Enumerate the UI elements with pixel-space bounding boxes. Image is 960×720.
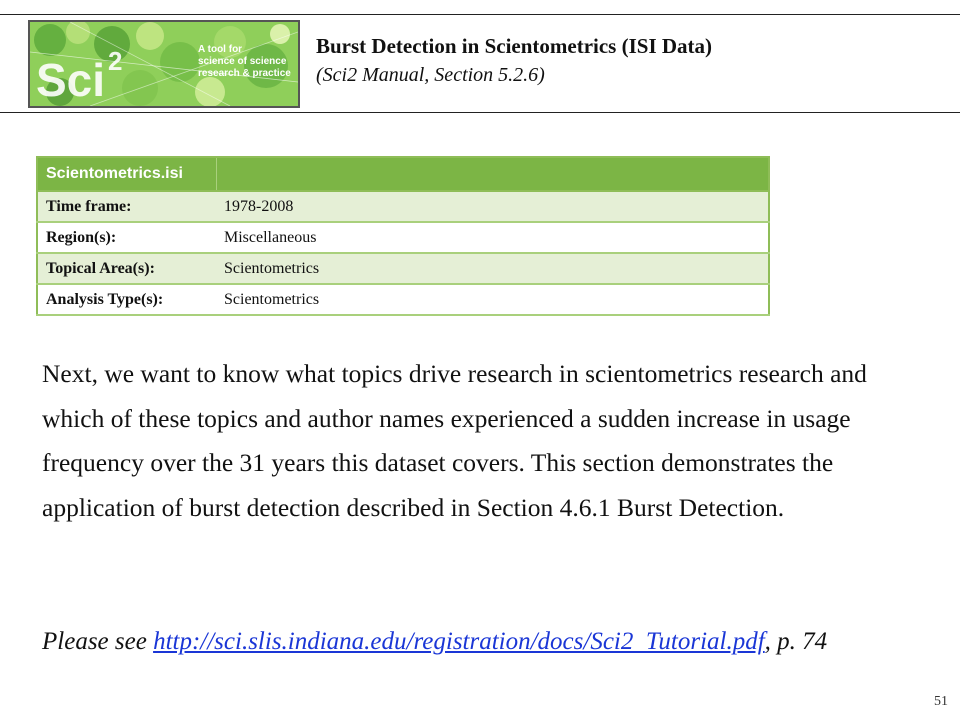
svg-text:A tool for: A tool for bbox=[198, 44, 243, 55]
row-label: Topical Area(s): bbox=[37, 253, 216, 284]
row-value: Miscellaneous bbox=[216, 222, 769, 253]
reference-suffix: , p. 74 bbox=[764, 628, 828, 655]
header-top-rule bbox=[0, 14, 960, 15]
dataset-info-table bbox=[36, 156, 770, 316]
svg-text:2: 2 bbox=[108, 46, 123, 76]
row-label: Region(s): bbox=[37, 222, 216, 253]
header-bottom-rule bbox=[0, 112, 960, 113]
table-header-empty bbox=[216, 157, 769, 191]
row-value: Scientometrics bbox=[216, 253, 769, 284]
row-value: Scientometrics bbox=[216, 284, 769, 315]
svg-text:Sci: Sci bbox=[36, 54, 106, 106]
svg-text:science of science: science of science bbox=[198, 56, 287, 67]
row-label: Time frame: bbox=[37, 191, 216, 222]
page-number: 51 bbox=[934, 694, 948, 709]
table-row bbox=[37, 222, 769, 253]
table-row bbox=[37, 191, 769, 222]
row-value: 1978-2008 bbox=[216, 191, 769, 222]
body-paragraph: Next, we want to know what topics drive research in scientometrics research and which of these topics and author names experienced a sudden increase in usage frequency over the 31 years this dataset covers. This section demonstrates the application of burst detection described in Section 4.6.1 Burst Detection. bbox=[42, 359, 867, 522]
sci2-logo bbox=[28, 20, 300, 108]
tutorial-link[interactable]: http://sci.slis.indiana.edu/registration/docs/Sci2_Tutorial.pdf bbox=[153, 628, 765, 655]
row-label: Analysis Type(s): bbox=[37, 284, 216, 315]
table-row bbox=[37, 253, 769, 284]
reference-line bbox=[42, 628, 827, 656]
slide-subtitle: (Sci2 Manual, Section 5.2.6) bbox=[316, 64, 545, 86]
table-header-row bbox=[37, 157, 769, 191]
slide-title: Burst Detection in Scientometrics (ISI Data) bbox=[316, 34, 713, 58]
table-row bbox=[37, 284, 769, 315]
reference-prefix: Please see bbox=[42, 628, 154, 655]
svg-text:research & practice: research & practice bbox=[198, 68, 291, 79]
table-header: Scientometrics.isi bbox=[37, 157, 216, 191]
